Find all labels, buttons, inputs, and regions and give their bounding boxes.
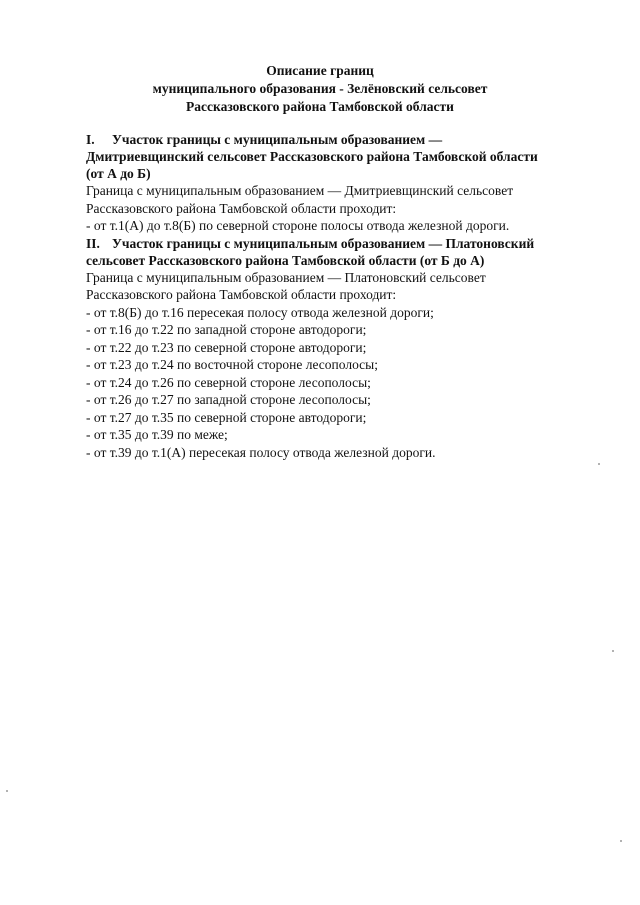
scan-speck (6, 790, 8, 792)
list-item: - от т.24 до т.26 по северной стороне лесополосы; (86, 374, 371, 390)
list-item: - от т.8(Б) до т.16 пересекая полосу отвода железной дороги; (86, 304, 434, 320)
section-1 (86, 131, 606, 235)
list-item: - от т.26 до т.27 по западной стороне лесополосы; (86, 392, 371, 407)
section-2-heading-line-2: сельсовет Рассказовского района Тамбовской области (от Б до А) (86, 252, 485, 268)
title-line-3: Рассказовского района Тамбовской области (186, 99, 454, 114)
section-1-number: I. (86, 132, 95, 147)
section-2-number: II. (86, 235, 100, 251)
section-1-heading (86, 131, 606, 182)
list-item: - от т.1(А) до т.8(Б) по северной стороне полосы отвода железной дороги. (86, 218, 510, 233)
list-item: - от т.23 до т.24 по восточной стороне лесополосы; (86, 357, 378, 372)
list-item: - от т.16 до т.22 по западной стороне автодороги; (86, 322, 367, 337)
title-line-2: муниципального образования - Зелёновский сельсовет (152, 81, 488, 96)
list-item: - от т.22 до т.23 по северной стороне автодороги; (86, 339, 367, 355)
section-1-heading-line-3: (от А до Б) (86, 166, 151, 181)
section-2-intro-line-1: Граница с муниципальным образованием — Платоновский сельсовет (86, 269, 486, 285)
section-1-intro-line-2: Рассказовского района Тамбовской области проходит: (86, 200, 397, 216)
list-item: - от т.39 до т.1(А) пересекая полосу отвода железной дороги. (86, 444, 436, 460)
list-item: - от т.35 до т.39 по меже; (86, 427, 228, 442)
scan-speck (620, 840, 622, 842)
title-line-1: Описание границ (266, 63, 374, 78)
section-2-heading (86, 235, 606, 269)
section-2-heading-line-1: Участок границы с муниципальным образованием — Платоновский (112, 235, 535, 251)
section-2-intro (86, 269, 606, 304)
scan-speck (612, 650, 614, 652)
document-title (0, 62, 640, 116)
section-2 (86, 235, 606, 462)
sections (86, 131, 606, 461)
list-item: - от т.27 до т.35 по северной стороне автодороги; (86, 409, 367, 425)
section-1-intro (86, 182, 606, 217)
scan-speck (598, 463, 600, 465)
section-2-intro-line-2: Рассказовского района Тамбовской области проходит: (86, 287, 397, 302)
section-1-intro-line-1: Граница с муниципальным образованием — Дмитриевщинский сельсовет (86, 183, 514, 198)
section-1-heading-line-2: Дмитриевщинский сельсовет Рассказовского района Тамбовской области (86, 149, 538, 164)
section-1-heading-line-1: Участок границы с муниципальным образованием — (112, 132, 443, 147)
